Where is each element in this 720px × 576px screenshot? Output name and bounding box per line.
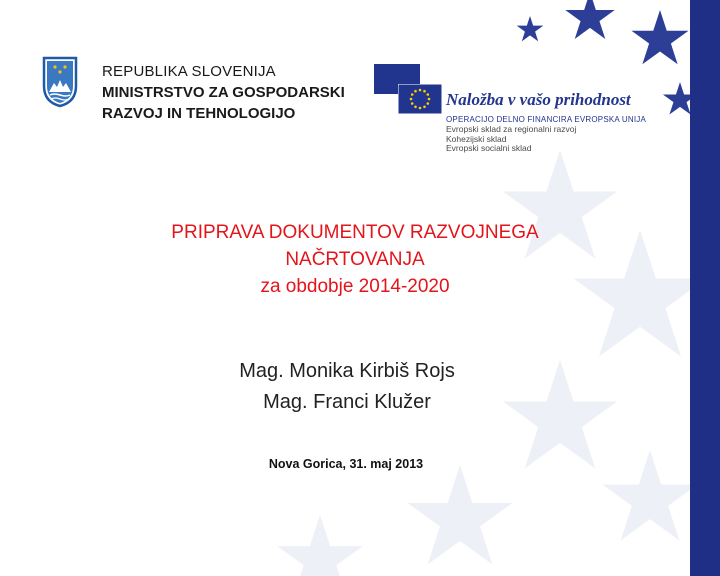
title-line-3: za obdobje 2014-2020 <box>260 276 450 297</box>
eu-fund-regional: Evropski sklad za regionalni razvoj <box>446 124 577 134</box>
authors <box>0 356 694 418</box>
eu-flag-icon <box>398 84 442 114</box>
slovenia-coat-of-arms-icon <box>42 56 78 108</box>
title-line-1: PRIPRAVA DOKUMENTOV RAZVOJNEGA <box>171 222 539 243</box>
presentation-title <box>0 219 710 300</box>
author-2: Mag. Franci Klužer <box>263 391 431 413</box>
government-name <box>102 61 345 124</box>
eu-funding-logo <box>350 62 660 158</box>
eu-fund-cohesion: Kohezijski sklad <box>446 133 507 144</box>
government-line-republic: REPUBLIKA SLOVENIJA <box>102 63 276 80</box>
eu-program-text: OPERACIJO DELNO FINANCIRA EVROPSKA UNIJA <box>446 115 647 124</box>
title-line-2: NAČRTOVANJA <box>285 249 425 270</box>
eu-fund-social: Evropski socialni sklad <box>446 143 532 153</box>
government-line-ministry: MINISTRSTVO ZA GOSPODARSKI <box>102 84 345 101</box>
government-line-development: RAZVOJ IN TEHNOLOGIJO <box>102 105 296 122</box>
eu-slogan: Naložba v vašo prihodnost <box>446 90 631 109</box>
place-date: Nova Gorica, 31. maj 2013 <box>268 457 424 471</box>
author-1: Mag. Monika Kirbiš Rojs <box>239 360 455 382</box>
eu-funds-list <box>446 125 576 154</box>
